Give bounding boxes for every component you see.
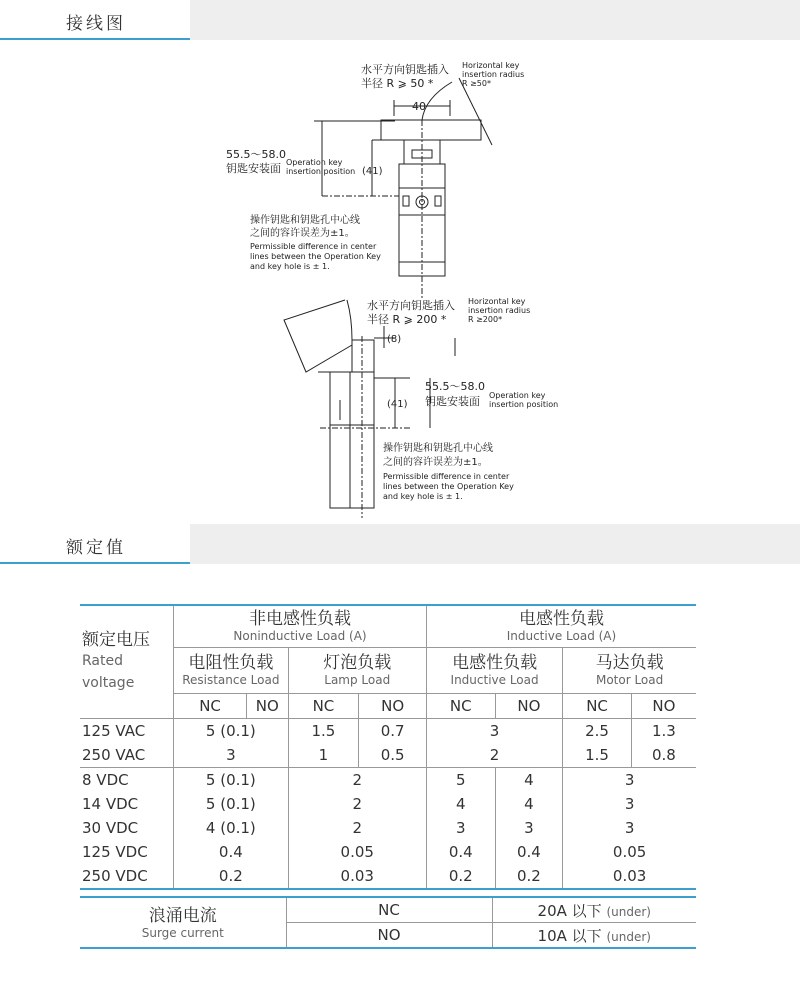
surge-nc-under: (under): [606, 904, 651, 919]
voltage-cell: 125 VDC: [82, 842, 148, 861]
value-cell: 0.2: [495, 864, 563, 889]
value-cell: 4: [495, 792, 563, 816]
value-cell: 0.4: [495, 840, 563, 864]
table-row: [80, 816, 696, 840]
bottom-tol-en-3: and key hole is ± 1.: [383, 492, 463, 501]
value-cell: 2: [288, 816, 426, 840]
voltage-cell: 125 VAC: [82, 721, 146, 740]
top-tol-en-3: and key hole is ± 1.: [250, 262, 330, 271]
value-cell: 5 (0.1): [174, 718, 288, 743]
value-cell: 4 (0.1): [174, 816, 288, 840]
value-cell: 5 (0.1): [174, 767, 288, 792]
inductive-group-header: [426, 605, 696, 647]
inductive-sub-en: Inductive Load: [450, 673, 539, 687]
table-row: [80, 897, 696, 923]
table-row: [80, 864, 696, 889]
bottom-op-en-2: insertion position: [489, 400, 559, 409]
surge-label-zh: 浪涌电流: [148, 905, 217, 926]
bottom-radius-en-2: insertion radius: [468, 306, 531, 315]
bottom-dim-height: (41): [387, 399, 408, 410]
voltage-cell: 30 VDC: [82, 818, 139, 837]
lamp-en: Lamp Load: [324, 673, 391, 687]
top-radius-en-1: Horizontal key: [462, 61, 520, 70]
value-cell: 0.4: [174, 840, 288, 864]
ind-no-header: NO: [495, 693, 563, 718]
value-cell: 1.5: [288, 718, 359, 743]
top-tol-zh-2: 之间的容许误差为±1。: [250, 228, 355, 239]
lamp-nc-header: NC: [288, 693, 359, 718]
ind-nc-header: NC: [426, 693, 495, 718]
value-cell: 0.7: [359, 718, 427, 743]
table-row: [80, 718, 696, 743]
table-row: [80, 743, 696, 768]
value-cell: 3: [174, 743, 288, 768]
inductive-load-header: [426, 647, 562, 693]
res-nc-header: NC: [174, 693, 247, 718]
mot-no-header: NO: [631, 693, 696, 718]
value-cell: 3: [495, 816, 563, 840]
resistance-en: Resistance Load: [182, 673, 280, 687]
voltage-cell: 8 VDC: [82, 770, 129, 789]
value-cell: 0.05: [288, 840, 426, 864]
value-cell: 2.5: [563, 718, 632, 743]
voltage-cell: 14 VDC: [82, 794, 139, 813]
inductive-sub-zh: 电感性负载: [452, 653, 538, 673]
bottom-mount-zh: 钥匙安装面: [425, 395, 480, 408]
section-title-ratings: 额定值: [66, 538, 126, 558]
value-cell: 0.4: [426, 840, 495, 864]
noninductive-zh: 非电感性负载: [249, 609, 352, 630]
value-cell: 0.2: [426, 864, 495, 889]
surge-no-value: 10A 以下: [537, 926, 602, 945]
value-cell: 3: [563, 792, 696, 816]
surge-nc-value: 20A 以下: [537, 901, 602, 920]
noninductive-en: Noninductive Load (A): [233, 629, 367, 644]
rated-voltage-en-2: voltage: [82, 674, 135, 691]
table-row: [80, 792, 696, 816]
table-row: [80, 840, 696, 864]
lamp-load-header: [288, 647, 426, 693]
value-cell: 3: [563, 767, 696, 792]
motor-en: Motor Load: [595, 673, 664, 687]
motor-zh: 马达负载: [595, 653, 664, 673]
bottom-key-head: [352, 340, 374, 372]
surge-nc: NC: [286, 897, 492, 923]
voltage-cell: 250 VAC: [80, 743, 174, 768]
inductive-zh: 电感性负载: [518, 609, 604, 630]
surge-no-under: (under): [606, 929, 651, 944]
value-cell: 1.3: [631, 718, 696, 743]
top-radius-en-3: R ≥50*: [462, 79, 491, 88]
top-op-en-2: insertion position: [286, 167, 356, 176]
ratings-table: [80, 604, 696, 890]
bottom-key-radius-arc: [347, 300, 352, 340]
top-mount-range: 55.5～58.0: [226, 148, 286, 161]
header-bar: [190, 524, 800, 564]
top-radius-zh-1: 水平方向钥匙插入: [361, 63, 449, 76]
value-cell: 0.8: [631, 743, 696, 768]
bottom-mount-range: 55.5～58.0: [425, 380, 485, 393]
top-dim-width: 40: [412, 100, 426, 113]
bottom-radius-en-3: R ≥200*: [468, 315, 503, 324]
top-tol-en-2: lines between the Operation Key: [250, 252, 381, 261]
top-radius-zh-2: 半径 R ⩾ 50 *: [361, 77, 434, 90]
value-cell: 2: [288, 792, 426, 816]
resistance-load-header: [174, 647, 288, 693]
header-bar: [190, 0, 800, 40]
bottom-switch-body: [330, 372, 374, 508]
lamp-zh: 灯泡负载: [323, 653, 392, 673]
surge-nc-value-cell: [492, 897, 696, 923]
bottom-radius-zh-1: 水平方向钥匙插入: [367, 299, 455, 312]
bottom-tol-en-1: Permissible difference in center: [383, 472, 510, 481]
top-dim-height: (41): [362, 166, 383, 177]
noninductive-group-header: [174, 605, 427, 647]
top-flange: [381, 120, 481, 140]
table-row: [80, 767, 696, 792]
value-cell: 0.05: [563, 840, 696, 864]
value-cell: 1.5: [563, 743, 632, 768]
value-cell: 4: [426, 792, 495, 816]
value-cell: 0.5: [359, 743, 427, 768]
bottom-op-en-1: Operation key: [489, 391, 546, 400]
rated-voltage-en-1: Rated: [82, 652, 123, 669]
surge-label-cell: [80, 897, 286, 948]
resistance-zh: 电阻性负载: [188, 653, 274, 673]
inductive-en: Inductive Load (A): [506, 629, 617, 644]
rated-voltage-header: [80, 605, 174, 718]
value-cell: 3: [426, 718, 562, 743]
ratings-header: [0, 524, 800, 564]
wiring-diagram: [0, 40, 800, 524]
value-cell: 5 (0.1): [174, 792, 288, 816]
value-cell: 0.03: [563, 864, 696, 889]
value-cell: 3: [426, 816, 495, 840]
value-cell: 3: [563, 816, 696, 840]
surge-no-value-cell: [492, 923, 696, 949]
voltage-cell: 250 VDC: [82, 866, 148, 885]
top-mount-zh: 钥匙安装面: [226, 162, 281, 175]
value-cell: 0.2: [174, 864, 288, 889]
value-cell: 2: [288, 767, 426, 792]
section-title-wiring: 接线图: [66, 14, 126, 34]
value-cell: 2: [426, 743, 562, 768]
surge-current-table: [80, 896, 696, 949]
bottom-tol-zh-1: 操作钥匙和钥匙孔中心线: [383, 443, 493, 454]
bottom-tol-en-2: lines between the Operation Key: [383, 482, 514, 491]
wiring-diagram-header: [0, 0, 800, 40]
bottom-radius-zh-2: 半径 R ⩾ 200 *: [367, 313, 447, 326]
bottom-tol-zh-2: 之间的容许误差为±1。: [383, 457, 488, 468]
value-cell: 1: [288, 743, 359, 768]
value-cell: 4: [495, 767, 563, 792]
value-cell: 5: [426, 767, 495, 792]
top-tol-en-1: Permissible difference in center: [250, 242, 377, 251]
top-op-en-1: Operation key: [286, 158, 343, 167]
top-radius-en-2: insertion radius: [462, 70, 525, 79]
rated-voltage-zh: 额定电压: [82, 629, 150, 650]
res-no-header: NO: [246, 693, 288, 718]
surge-no: NO: [286, 923, 492, 949]
bottom-radius-en-1: Horizontal key: [468, 297, 526, 306]
mot-nc-header: NC: [563, 693, 632, 718]
motor-load-header: [563, 647, 696, 693]
lamp-no-header: NO: [359, 693, 427, 718]
surge-label-en: Surge current: [141, 925, 224, 940]
header-underline: [0, 562, 190, 564]
value-cell: 0.03: [288, 864, 426, 889]
top-tol-zh-1: 操作钥匙和钥匙孔中心线: [250, 215, 360, 226]
bottom-dim-offset: (8): [387, 334, 402, 345]
